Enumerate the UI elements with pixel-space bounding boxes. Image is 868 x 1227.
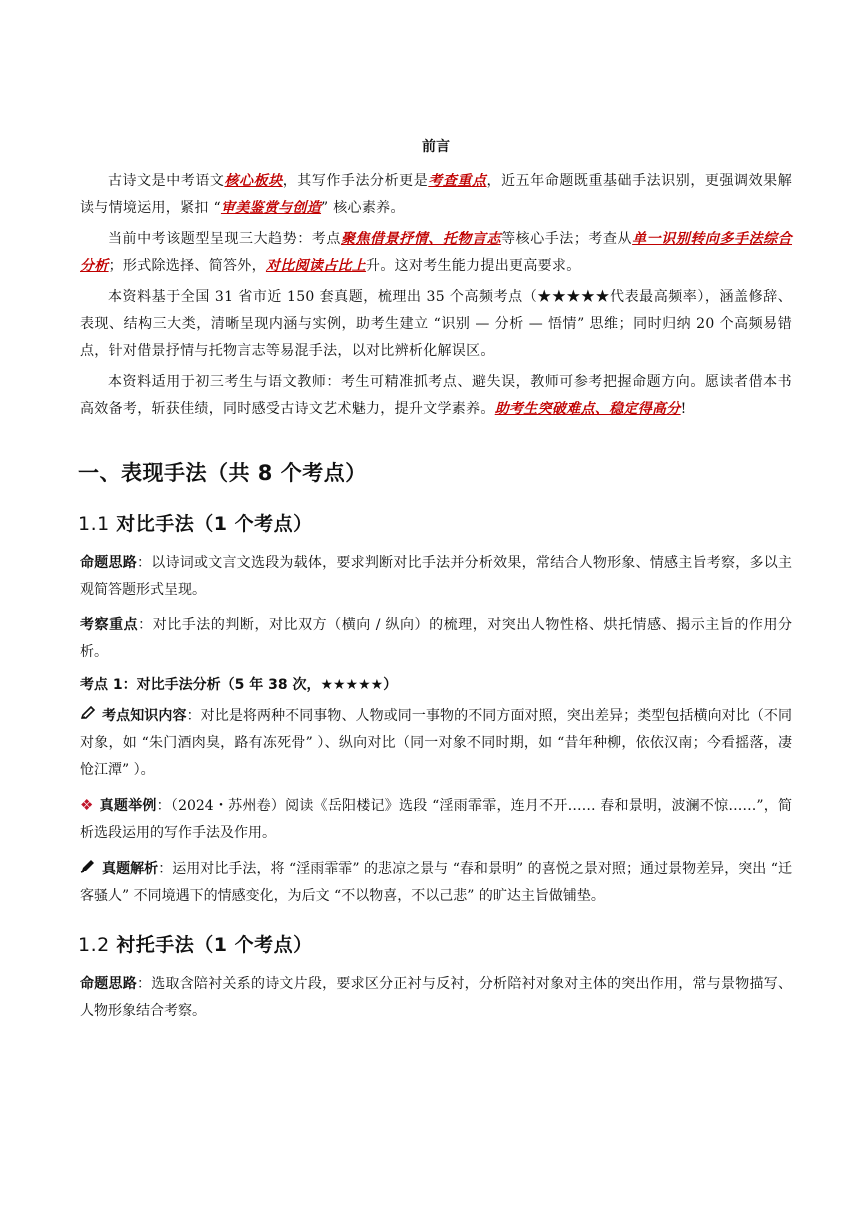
text-run: ；形式除选择、简答外， — [108, 258, 266, 274]
pencil-icon — [80, 702, 96, 729]
idea-text: ：以诗词或文言文选段为载体，要求判断对比手法并分析效果，常结合人物形象、情感主旨考察，多以主观简答题形式呈现。 — [80, 555, 793, 598]
subsection-number: 1.1 — [78, 513, 117, 535]
subsection-title: 衬托手法（1 个考点） — [116, 934, 313, 956]
analysis-text: ：运用对比手法，将 “淫雨霏霏” 的悲凉之景与 “春和景明” 的喜悦之景对照；通过景物差异，突出 “迁客骚人” 不同境遇下的情感变化，为后文 “不以物喜，不以己悲” 的旷达主旨做铺垫。 — [80, 861, 792, 904]
highlighted-phrase: 审美鉴赏与创造 — [220, 200, 322, 216]
knowledge-label: 考点知识内容 — [102, 708, 187, 724]
text-run: 当前中考该题型呈现三大趋势：考点 — [108, 231, 341, 247]
text-run: 本资料适用于初三考生与语文教师：考生可精准抓考点、避失误，教师可参考把握命题方向。愿读者借本书高效备考，斩获佳绩，同时感受古诗文艺术魅力，提升文学素养。 — [80, 374, 792, 417]
preface-paragraph-3 — [80, 284, 792, 365]
knowledge-block — [80, 702, 792, 784]
text-run: ，近五年命题既重基础手法识别，更强调效果解读与情境运用，紧扣 “ — [80, 173, 792, 216]
subsection-title: 对比手法（1 个考点） — [116, 513, 313, 535]
highlighted-phrase: 对比阅读占比上 — [265, 258, 367, 274]
example-text: ：（2024・苏州卷）阅读《岳阳楼记》选段 “淫雨霏霏，连月不开…… 春和景明，波澜不惊……”，简析选段运用的写作手法及作用。 — [80, 798, 793, 841]
analysis-block — [80, 855, 792, 910]
knowledge-text: ：对比是将两种不同事物、人物或同一事物的不同方面对照，突出差异；类型包括横向对比（不同对象，如 “朱门酒肉臭，路有冻死骨” ）、纵向对比（同一对象不同时期，如 “昔年种柳，依依汉南；今看摇落，凄怆江潭” ）。 — [80, 708, 793, 778]
example-block — [80, 792, 792, 847]
focus-text: ：对比手法的判断，对比双方（横向 / 纵向）的梳理，对突出人物性格、烘托情感、揭示主旨的作用分析。 — [80, 617, 792, 660]
idea-label: 命题思路 — [80, 976, 137, 992]
highlighted-phrase: 聚焦借景抒情、托物言志 — [340, 231, 502, 247]
exam-point-title: 考点 1：对比手法分析（5 年 38 次，★★★★★） — [80, 677, 398, 693]
diamond-icon: ❖ — [80, 796, 94, 814]
text-run: ” 核心素养。 — [321, 200, 405, 216]
highlighted-phrase: 单一识别转向多手法综合分析 — [80, 231, 792, 274]
idea-label: 命题思路 — [80, 555, 137, 571]
proposition-idea-2 — [80, 971, 792, 1025]
subsection-heading-1-2 — [78, 930, 792, 957]
text-run: 升。这对考生能力提出更高要求。 — [366, 258, 581, 274]
text-run: 古诗文是中考语文 — [108, 173, 225, 189]
preface-paragraph-1 — [80, 168, 792, 222]
document-page — [80, 128, 792, 1033]
subsection-number: 1.2 — [78, 934, 117, 956]
analysis-label: 真题解析 — [102, 861, 159, 877]
pen-icon — [80, 855, 96, 882]
focus-label: 考察重点 — [80, 617, 139, 633]
preface-title: 前言 — [422, 139, 450, 155]
text-run: ，其写作手法分析更是 — [282, 173, 429, 189]
preface-paragraph-2 — [80, 226, 792, 280]
highlighted-phrase: 考查重点 — [428, 173, 487, 189]
text-run: 等核心手法；考查从 — [501, 231, 633, 247]
highlighted-phrase: 助考生突破难点、稳定得高分 — [494, 401, 681, 417]
exam-focus — [80, 612, 792, 666]
idea-text: ：选取含陪衬关系的诗文片段，要求区分正衬与反衬，分析陪衬对象对主体的突出作用，常与景物描写、人物形象结合考察。 — [80, 976, 793, 1019]
example-label: 真题举例 — [99, 798, 157, 814]
proposition-idea — [80, 550, 792, 604]
text-run: 本资料基于全国 31 省市近 150 套真题，梳理出 35 个高频考点（★★★★★代表最高频率），涵盖修辞、表现、结构三大类，清晰呈现内涵与实例，助考生建立 “识别 — 分析 — 悟情” 思维；同时归纳 20 个高频易错点，针对借景抒情与托物言志等易混手法，以对比辨析化解误区。 — [80, 289, 792, 359]
preface-paragraph-4 — [80, 369, 792, 423]
text-run: ! — [680, 401, 687, 417]
highlighted-phrase: 核心板块 — [224, 173, 283, 189]
section-heading: 一、表现手法（共 8 个考点） — [78, 461, 367, 485]
subsection-heading-1-1 — [78, 509, 792, 536]
